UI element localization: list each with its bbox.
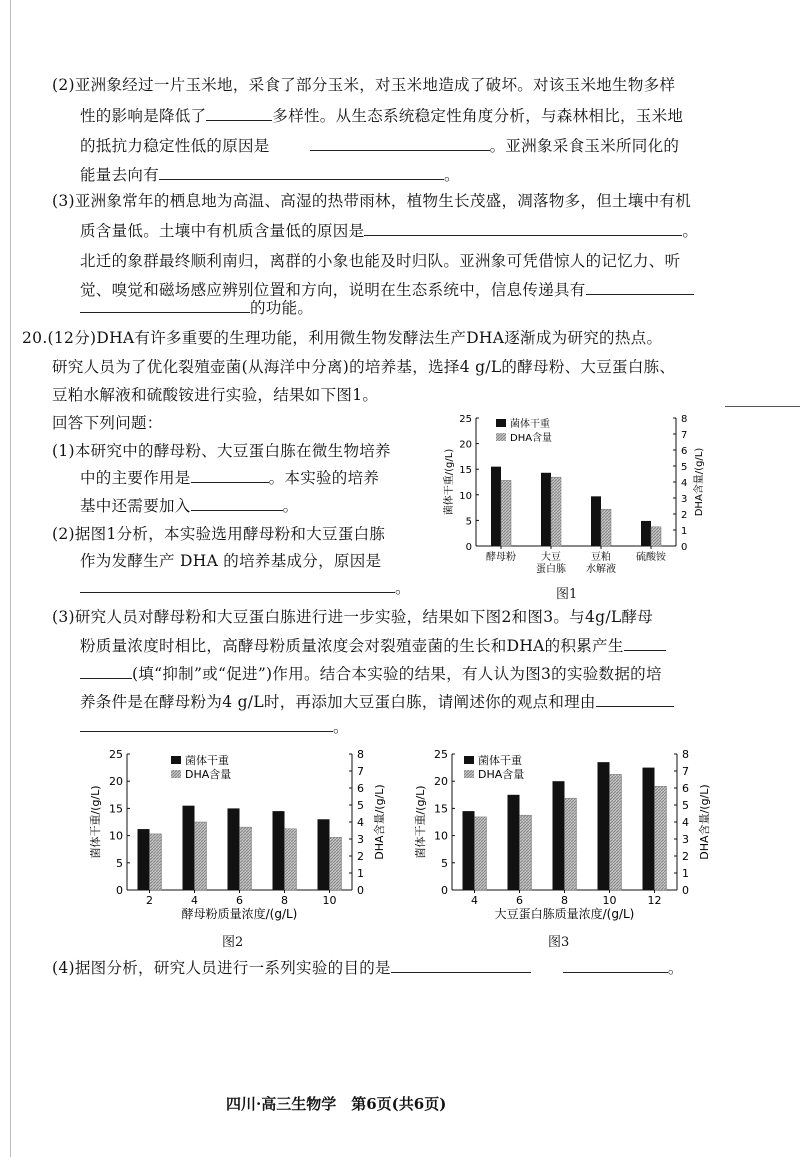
legend-label-dha: DHA含量 (478, 768, 525, 781)
legend-swatch-dha (496, 433, 506, 441)
legend-label-dry-weight: 菌体干重 (185, 754, 229, 767)
x-tick-label: 酵母粉 (486, 552, 516, 563)
x-axis-title: 大豆蛋白胨质量浓度/(g/L) (494, 907, 635, 921)
q20-2-line2: 作为发酵生产 DHA 的培养基成分，原因是 (80, 552, 382, 570)
bar-dha (655, 786, 667, 890)
x-axis-title: 酵母粉质量浓度/(g/L) (181, 907, 298, 921)
right-tick-label: 6 (681, 446, 688, 457)
bar-dha (601, 509, 611, 546)
left-tick-label: 25 (459, 414, 472, 425)
answer-blank[interactable] (80, 717, 333, 732)
left-tick-label: 10 (459, 490, 472, 502)
right-tick-label: 1 (681, 526, 688, 537)
legend-swatch-dha (464, 770, 474, 778)
q20-2-line1: (2)据图1分析，本实验选用酵母粉和大豆蛋白胨 (52, 525, 386, 543)
left-tick-label: 5 (441, 856, 448, 870)
q20-1-line1: (1)本研究中的酵母粉、大豆蛋白胨在微生物培养 (52, 442, 391, 460)
q19-2-line2: 性的影响是降低了 多样性。从生态系统稳定性角度分析，与森林相比，玉米地 (80, 107, 684, 125)
right-tick-label: 4 (682, 816, 689, 829)
legend-label-dry-weight: 菌体干重 (510, 419, 550, 430)
q20-intro-line3: 豆粕水解液和硫酸铵进行实验，结果如下图1。 (52, 386, 379, 404)
bar-dha (501, 480, 511, 546)
right-tick-label: 4 (681, 478, 688, 489)
q20-3-line1: (3)研究人员对酵母粉和大豆蛋白胨进行进一步实验，结果如下图2和图3。与4g/L酵母 (52, 608, 654, 626)
y-axis-title-right: DHA含量/(g/L) (373, 784, 386, 860)
q19-3-line5: 的功能。 (80, 298, 313, 318)
bar-dry-weight (591, 496, 601, 546)
x-tick-label: 8 (561, 894, 568, 907)
q20-heading: 20.(12分)DHA有许多重要的生理功能，利用微生物发酵法生产DHA逐渐成为研究的热点。 (22, 329, 663, 347)
answer-blank[interactable] (191, 468, 269, 483)
right-tick-label: 3 (357, 833, 364, 846)
q19-2-line1: (2)亚洲象经过一片玉米地，采食了部分玉米，对玉米地造成了破坏。对该玉米地生物多样 (52, 76, 676, 94)
bar-dha (240, 827, 252, 890)
q19-3-line2: 质含量低。土壤中有机质含量低的原因是 。 (80, 222, 699, 240)
figure-3-caption: 图3 (548, 935, 570, 950)
x-tick-label: 水解液 (586, 564, 616, 575)
answer-blank[interactable] (206, 106, 272, 121)
right-scan-rule (725, 406, 800, 407)
right-tick-label: 8 (681, 414, 688, 425)
bar-dha (610, 774, 622, 890)
bar-dry-weight (643, 768, 655, 890)
y-axis-title-right: DHA含量/(g/L) (698, 784, 711, 860)
q19-2-line3: 的抵抗力稳定性低的原因是 。亚洲象采食玉米所同化的 (80, 137, 680, 155)
bar-dha (651, 527, 661, 546)
q19-3-line3: 北迁的象群最终顺利南归，离群的小象也能及时归队。亚洲象可凭借惊人的记忆力、听 (80, 252, 681, 270)
y-axis-title-left: 菌体干重/(g/L) (89, 785, 102, 859)
answer-blank[interactable] (191, 496, 283, 511)
legend-label-dha: DHA含量 (185, 768, 232, 781)
legend-label-dha: DHA含量 (510, 433, 553, 444)
bar-dha (285, 829, 297, 890)
bar-dry-weight (598, 762, 610, 890)
x-tick-label: 大豆 (541, 552, 561, 563)
left-tick-label: 20 (459, 439, 472, 451)
x-tick-label: 硫酸铵 (636, 552, 666, 563)
left-tick-label: 10 (434, 829, 448, 843)
x-tick-label: 蛋白胨 (536, 564, 566, 575)
left-tick-label: 20 (434, 775, 448, 789)
left-tick-label: 15 (109, 802, 123, 816)
right-tick-label: 5 (682, 799, 689, 812)
q20-instruction: 回答下列问题： (52, 414, 163, 432)
right-tick-label: 2 (357, 850, 364, 863)
x-tick-label: 12 (647, 894, 662, 907)
right-tick-label: 5 (357, 799, 364, 812)
q20-1-line3: 基中还需要加入 。 (80, 497, 299, 515)
x-tick-label: 4 (471, 894, 478, 907)
q19-3-line1: (3)亚洲象常年的栖息地为高温、高湿的热带雨林，植物生长茂盛，凋落物多，但土壤中有机 (52, 192, 692, 210)
right-tick-label: 8 (682, 748, 689, 761)
x-tick-label: 豆粕 (591, 552, 611, 563)
bar-dry-weight (641, 521, 651, 546)
answer-blank[interactable] (80, 298, 250, 313)
right-tick-label: 0 (682, 884, 689, 897)
legend-swatch-dry-weight (171, 756, 181, 764)
bar-dry-weight (491, 467, 501, 546)
figure-1-chart (440, 410, 710, 588)
answer-blank[interactable] (364, 221, 682, 236)
figure-2-caption: 图2 (222, 935, 244, 950)
left-tick-label: 10 (109, 829, 123, 843)
bar-dha (520, 815, 532, 890)
left-tick-label: 15 (434, 802, 448, 816)
answer-blank[interactable] (80, 664, 132, 679)
bar-dry-weight (318, 819, 330, 890)
bar-dry-weight (463, 811, 475, 890)
bar-dha (150, 834, 162, 890)
right-tick-label: 3 (682, 833, 689, 846)
bar-dry-weight (273, 811, 285, 890)
left-tick-label: 25 (434, 748, 448, 761)
right-tick-label: 4 (357, 816, 364, 829)
right-tick-label: 6 (357, 782, 364, 795)
x-tick-label: 6 (516, 894, 523, 907)
legend-swatch-dha (171, 770, 181, 778)
x-tick-label: 8 (281, 894, 288, 907)
right-tick-label: 5 (681, 462, 688, 473)
left-tick-label: 5 (465, 516, 472, 528)
x-tick-label: 10 (602, 894, 617, 907)
bar-dry-weight (138, 829, 150, 890)
bar-dha (330, 837, 342, 890)
left-tick-label: 0 (441, 884, 448, 897)
right-tick-label: 6 (682, 782, 689, 795)
right-tick-label: 1 (682, 867, 689, 880)
bar-dha (551, 477, 561, 546)
bar-dry-weight (541, 473, 551, 546)
bar-dry-weight (228, 808, 240, 890)
left-tick-label: 5 (116, 856, 123, 870)
right-tick-label: 2 (682, 850, 689, 863)
bar-dry-weight (508, 795, 520, 890)
left-tick-label: 0 (465, 542, 472, 553)
right-tick-label: 7 (681, 430, 688, 441)
q19-2-line4: 能量去向有 。 (80, 166, 460, 184)
left-scan-edge (10, 0, 11, 1157)
figure-1-caption: 图1 (556, 587, 578, 602)
q20-3-line4: 养条件是在酵母粉为4 g/L时，再添加大豆蛋白胨，请阐述你的观点和理由 (80, 692, 674, 712)
figure-3-chart (400, 740, 730, 935)
q20-3-line5: 。 (80, 717, 349, 737)
bar-dha (195, 822, 207, 890)
right-tick-label: 0 (357, 884, 364, 897)
answer-blank[interactable] (596, 692, 674, 707)
y-axis-title-left: 菌体干重/(g/L) (444, 448, 455, 516)
right-tick-label: 0 (681, 542, 688, 553)
left-tick-label: 25 (109, 748, 123, 761)
right-tick-label: 1 (357, 867, 364, 880)
x-tick-label: 10 (322, 894, 337, 907)
bar-dry-weight (183, 806, 195, 890)
x-tick-label: 6 (236, 894, 243, 907)
legend-swatch-dry-weight (496, 419, 506, 427)
bar-dha (475, 817, 487, 890)
right-tick-label: 2 (681, 510, 688, 521)
bar-dry-weight (553, 781, 565, 890)
q20-intro-line2: 研究人员为了优化裂殖壶菌(从海洋中分离)的培养基，选择4 g/L的酵母粉、大豆蛋白胨、 (52, 358, 676, 376)
q20-3-line2: 粉质量浓度时相比，高酵母粉质量浓度会对裂殖壶菌的生长和DHA的积累产生 (80, 636, 666, 656)
figure-2-chart (75, 740, 405, 935)
answer-blank[interactable] (586, 280, 694, 295)
bar-dha (565, 798, 577, 890)
legend-label-dry-weight: 菌体干重 (478, 754, 522, 767)
y-axis-title-left: 菌体干重/(g/L) (414, 785, 427, 859)
y-axis-title-right: DHA含量/(g/L) (694, 447, 705, 517)
answer-blank[interactable] (159, 165, 444, 180)
right-tick-label: 8 (357, 748, 364, 761)
q20-1-line2: 中的主要作用是 。本实验的培养 (80, 469, 380, 487)
left-tick-label: 0 (116, 884, 123, 897)
answer-blank[interactable] (80, 578, 395, 593)
q20-4-line: (4)据图分析，研究人员进行一系列实验的目的是 。 (52, 959, 684, 977)
right-tick-label: 7 (682, 765, 689, 778)
x-tick-label: 2 (146, 894, 153, 907)
left-tick-label: 15 (459, 465, 472, 477)
right-tick-label: 3 (681, 494, 688, 505)
answer-blank[interactable] (624, 636, 666, 651)
x-tick-label: 4 (191, 894, 198, 907)
answer-blank[interactable] (563, 958, 668, 973)
answer-blank[interactable] (310, 136, 490, 151)
page-footer: 四川·高三生物学 第6页(共6页) (226, 1095, 447, 1113)
q20-3-line3: (填“抑制”或“促进”)作用。结合本实验的结果，有人认为图3的实验数据的培 (80, 664, 662, 684)
left-tick-label: 20 (109, 775, 123, 789)
q19-3-line4: 觉、嗅觉和磁场感应辨别位置和方向，说明在生态系统中，信息传递具有 (80, 280, 694, 300)
q20-2-line3: 。 (80, 578, 411, 598)
legend-swatch-dry-weight (464, 756, 474, 764)
right-tick-label: 7 (357, 765, 364, 778)
answer-blank[interactable] (391, 958, 531, 973)
